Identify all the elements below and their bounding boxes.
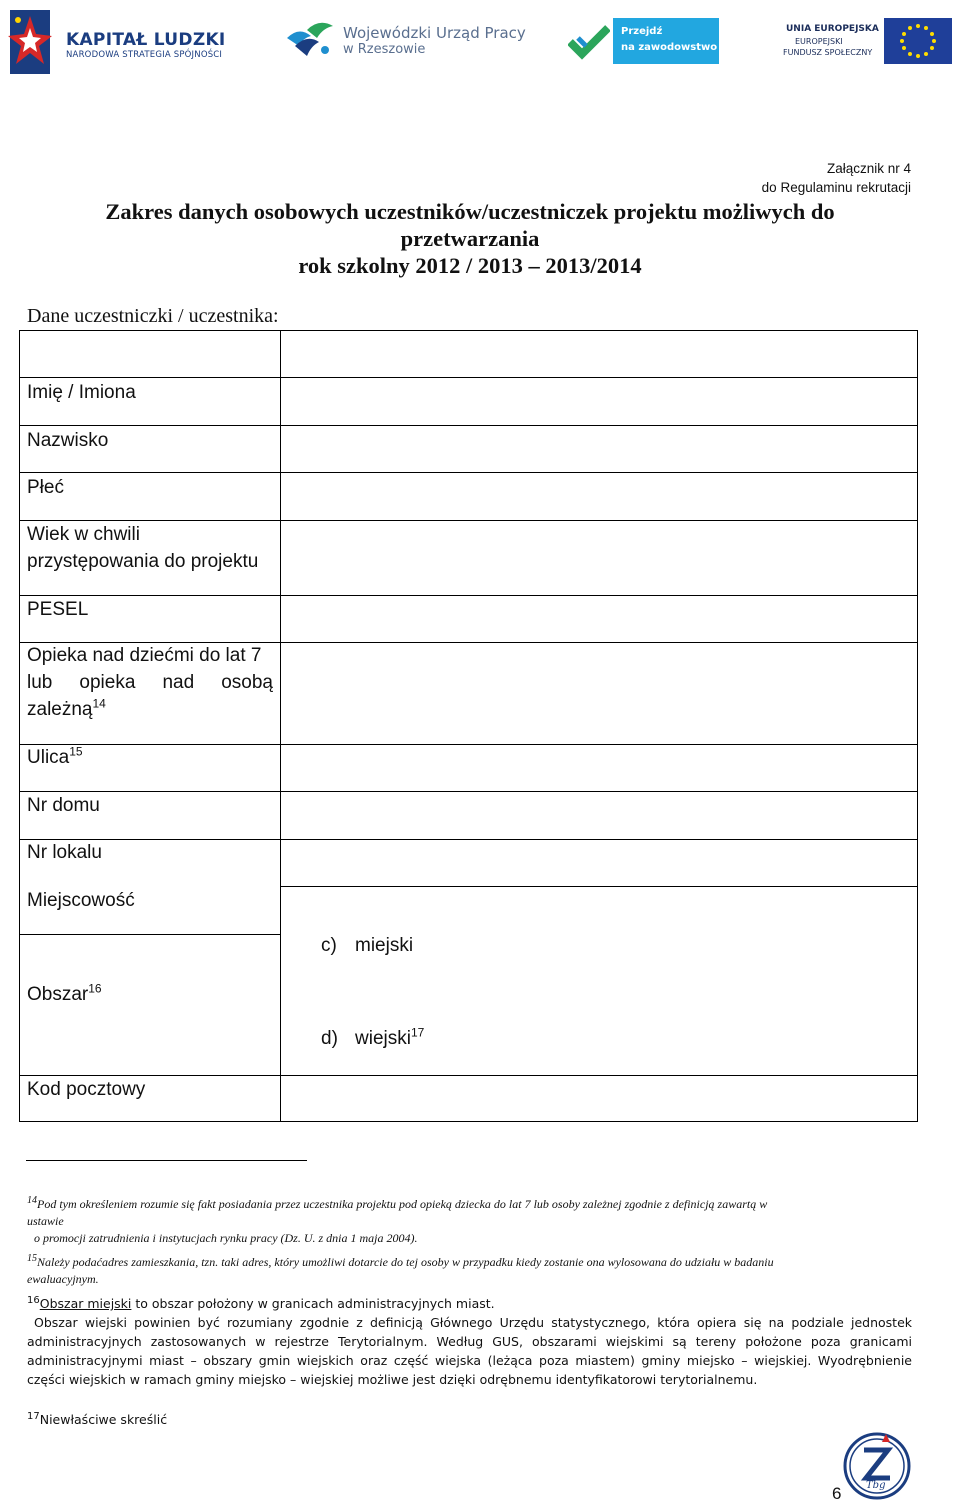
row-divider (20, 934, 280, 935)
label-obszar: Obszar$^{16}$ (27, 981, 102, 1005)
option-label: wiejski (355, 1028, 411, 1049)
footnote-15-line2: ewaluacyjnym. (27, 1272, 99, 1286)
kapital-ludzki-name: KAPITAŁ LUDZKI (66, 30, 226, 50)
footnote-17: $^{17}$Niewłaściwe skreślić (27, 1410, 168, 1427)
footnote-14-line2: ustawie (27, 1214, 64, 1228)
footnote-ref-15: 15 (69, 744, 83, 759)
wup-bird-icon (285, 16, 337, 64)
document-title-line1: Zakres danych osobowych uczestników/uczestniczek projektu możliwych do (105, 199, 835, 224)
label-kod-pocztowy: Kod pocztowy (27, 1079, 146, 1100)
school-logo-icon (842, 1430, 912, 1500)
footnote-15 (27, 1254, 912, 1288)
label-pesel: PESEL (27, 599, 89, 620)
footnote-14 (27, 1196, 912, 1247)
ue-line3: FUNDUSZ SPOŁECZNY (783, 48, 873, 57)
label-miejscowosc: Miejscowość (27, 890, 135, 911)
option-miejski[interactable] (321, 935, 413, 957)
ue-line1: UNIA EUROPEJSKA (786, 24, 879, 34)
footnote-separator (26, 1160, 307, 1161)
school-logo-text: Tbg (866, 1480, 886, 1491)
footnote-16 (27, 1294, 912, 1389)
participant-data-table (19, 330, 918, 1122)
label-nazwisko: Nazwisko (27, 430, 109, 451)
label-plec: Płeć (27, 477, 64, 498)
word: nad (162, 672, 195, 693)
footnote-14-line1: $^{14}$Pod tym określeniem rozumie się fakt posiadania przez uczestnika projektu pod opieką dziecka do lat 7 lub osoby zależnej zgodnie z definicją zawartą w (27, 1195, 768, 1211)
footnote-ref-16: 16 (88, 981, 102, 996)
footnote-ref-17: 17 (410, 1025, 425, 1040)
ue-line2: EUROPEJSKI (795, 37, 843, 46)
attachment-subtitle: do Regulaminu rekrutacji (761, 180, 911, 195)
przejdz-line2: na zawodowstwo (621, 42, 718, 53)
przejdz-line1: Przejdź (621, 26, 663, 37)
eu-flag-icon (884, 18, 952, 64)
column-divider (280, 331, 281, 1121)
label-nr-lokalu: Nr lokalu (27, 842, 102, 863)
word: osobą (221, 672, 273, 693)
kapital-ludzki-star-icon (6, 6, 54, 76)
label-opieka-line1: Opieka nad dziećmi do lat 7 (27, 645, 262, 666)
section-label: Dane uczestniczki / uczestnika: (27, 305, 279, 327)
document-title-line3: rok szkolny 2012 / 2013 – 2013/2014 (298, 253, 642, 278)
label-opieka (27, 642, 273, 723)
footnote-15-line1: $^{15}$Należy podaćadres zamieszkania, tzn. taki adres, który umożliwi dotarcie do tej osoby w przypadku kiedy zostanie ona wylosowana do udziału w badaniu (27, 1253, 774, 1269)
label-wiek (27, 521, 273, 575)
footnote-16-line1: $^{16}$Obszar miejski to obszar położony w granicach administracyjnych miast. (27, 1294, 495, 1311)
option-marker: d) (321, 1028, 338, 1049)
check-icon (568, 24, 610, 60)
label-ulica: Ulica$^{15}$ (27, 744, 83, 768)
label-opieka-line2 (27, 669, 273, 696)
wup-name-line1: Wojewódzki Urząd Pracy (343, 24, 526, 42)
kapital-ludzki-subtitle: NARODOWA STRATEGIA SPÓJNOŚCI (66, 50, 223, 60)
label-wiek-line1: Wiek w chwili (27, 524, 140, 545)
page-number: 6 (832, 1484, 842, 1503)
row-divider (280, 886, 917, 887)
row-divider (20, 425, 917, 426)
logo-header (0, 0, 960, 80)
document-title-line2: przetwarzania (400, 226, 540, 251)
label-imie: Imię / Imiona (27, 382, 136, 403)
attachment-number: Załącznik nr 4 (826, 161, 911, 176)
footnote-ref-14: 14 (92, 696, 106, 711)
option-marker: c) (321, 935, 337, 956)
przejdz-logo (613, 18, 719, 64)
row-divider (20, 472, 917, 473)
option-label: miejski (355, 935, 414, 956)
label-opieka-line3: zależną$^{14}$ (27, 696, 106, 720)
footnote-16-paragraph: Obszar wiejski powinien być rozumiany zgodnie z definicją Głównego Urzędu statystycznego, która opiera się na podziale jednostek administracyjnych zastosowanych w rejestrze Terytorialnym. Według GUS, obszarami wiejskimi są tereny położone poza granicami administracyjnymi miast – obszary gmin wiejskich oraz część wiejska (leżąca poza miastem) gminy miejsko – wiejskiej. Wyodrębnienie części wiejskich w ramach gminy miejsko – wiejskiej możliwe jest dzięki odrębnemu identyfikatorowi terytorialnemu. (27, 1315, 912, 1387)
label-wiek-line2: przystępowania do projektu (27, 551, 259, 572)
option-wiejski[interactable] (321, 1025, 425, 1050)
footnote-14-line3: o promocji zatrudnienia i instytucjach rynku pracy (Dz. U. z dnia 1 maja 2004). (34, 1231, 418, 1245)
wup-name-line2: w Rzeszowie (343, 42, 426, 57)
word: lub (27, 672, 53, 693)
row-divider (20, 377, 917, 378)
label-nr-domu: Nr domu (27, 795, 100, 816)
word: opieka (79, 672, 136, 693)
